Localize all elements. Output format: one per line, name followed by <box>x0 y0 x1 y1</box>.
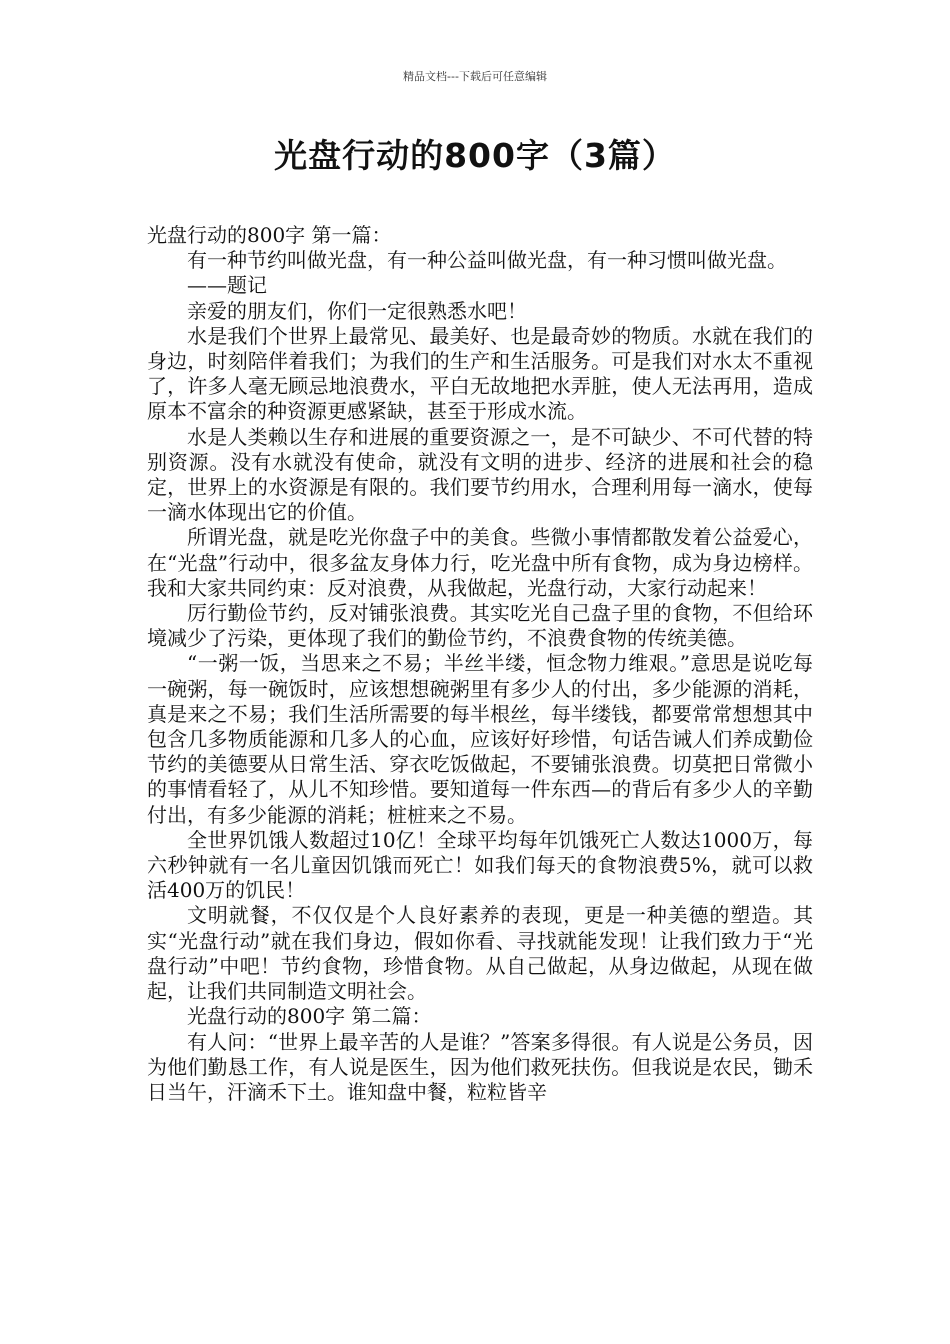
paragraph: 文明就餐，不仅仅是个人良好素养的表现，更是一种美德的塑造。其实“光盘行动”就在我们身边，假如你看、寻找就能发现！让我们致力于“光盘行动”中吧！节约食物，珍惜食物。从自己做起，从身边做起，从现在做起，让我们共同制造文明社会。 <box>147 903 813 1004</box>
paragraph: 有人问：“世界上最辛苦的人是谁？”答案多得很。有人说是公务员，因为他们勤恳工作，有人说是医生，因为他们救死扶伤。但我说是农民，锄禾日当午，汗滴禾下土。谁知盘中餐，粒粒皆辛 <box>147 1029 813 1104</box>
paragraph: 厉行勤俭节约，反对铺张浪费。其实吃光自己盘子里的食物，不但给环境减少了污染，更体现了我们的勤俭节约，不浪费食物的传统美德。 <box>147 601 813 651</box>
paragraph: “一粥一饭，当思来之不易；半丝半缕，恒念物力维艰。”意思是说吃每一碗粥，每一碗饭时，应该想想碗粥里有多少人的付出，多少能源的消耗，真是来之不易；我们生活所需要的每半根丝，每半缕钱，都要常常想想其中包含几多物质能源和几多人的心血，应该好好珍惜，句话告诫人们养成勤俭节约的美德要从日常生活、穿衣吃饭做起，不要铺张浪费。切莫把日常微小的事情看轻了，从儿不知珍惜。要知道每一件东西—的背后有多少人的辛勤付出，有多少能源的消耗；桩桩来之不易。 <box>147 651 813 827</box>
paragraph: 全世界饥饿人数超过10亿！全球平均每年饥饿死亡人数达1000万，每六秒钟就有一名儿童因饥饿而死亡！如我们每天的食物浪费5%，就可以救活400万的饥民！ <box>147 827 813 903</box>
paragraph: 有一种节约叫做光盘，有一种公益叫做光盘，有一种习惯叫做光盘。 <box>187 248 787 273</box>
paragraph: ——题记 <box>187 273 267 298</box>
paragraph: 水是我们个世界上最常见、最美好、也是最奇妙的物质。水就在我们的身边，时刻陪伴着我们；为我们的生产和生活服务。可是我们对水太不重视了，许多人毫无顾忌地浪费水，平白无故地把水弄脏，使人无法再用，造成原本不富余的种资源更感紧缺，甚至于形成水流。 <box>147 323 813 424</box>
paragraph: 光盘行动的800字 第二篇： <box>187 1004 432 1029</box>
paragraph: 光盘行动的800字 第一篇： <box>147 223 392 247</box>
document-title: 光盘行动的800字（3篇） <box>274 136 676 175</box>
paragraph: 水是人类赖以生存和进展的重要资源之一，是不可缺少、不可代替的特别资源。没有水就没有使命，就没有文明的进步、经济的进展和社会的稳定，世界上的水资源是有限的。我们要节约用水，合理利用每一滴水，使每一滴水体现出它的价值。 <box>147 424 813 525</box>
paragraph: 所谓光盘，就是吃光你盘子中的美食。些微小事情都散发着公益爱心，在“光盘”行动中，很多盆友身体力行，吃光盘中所有食物，成为身边榜样。我和大家共同约束：反对浪费，从我做起，光盘行动，大家行动起来！ <box>147 525 813 600</box>
header-note: 精品文档---下载后可任意编辑 <box>403 70 547 83</box>
document-body <box>147 223 813 1105</box>
paragraph: 亲爱的朋友们，你们一定很熟悉水吧！ <box>187 298 527 323</box>
